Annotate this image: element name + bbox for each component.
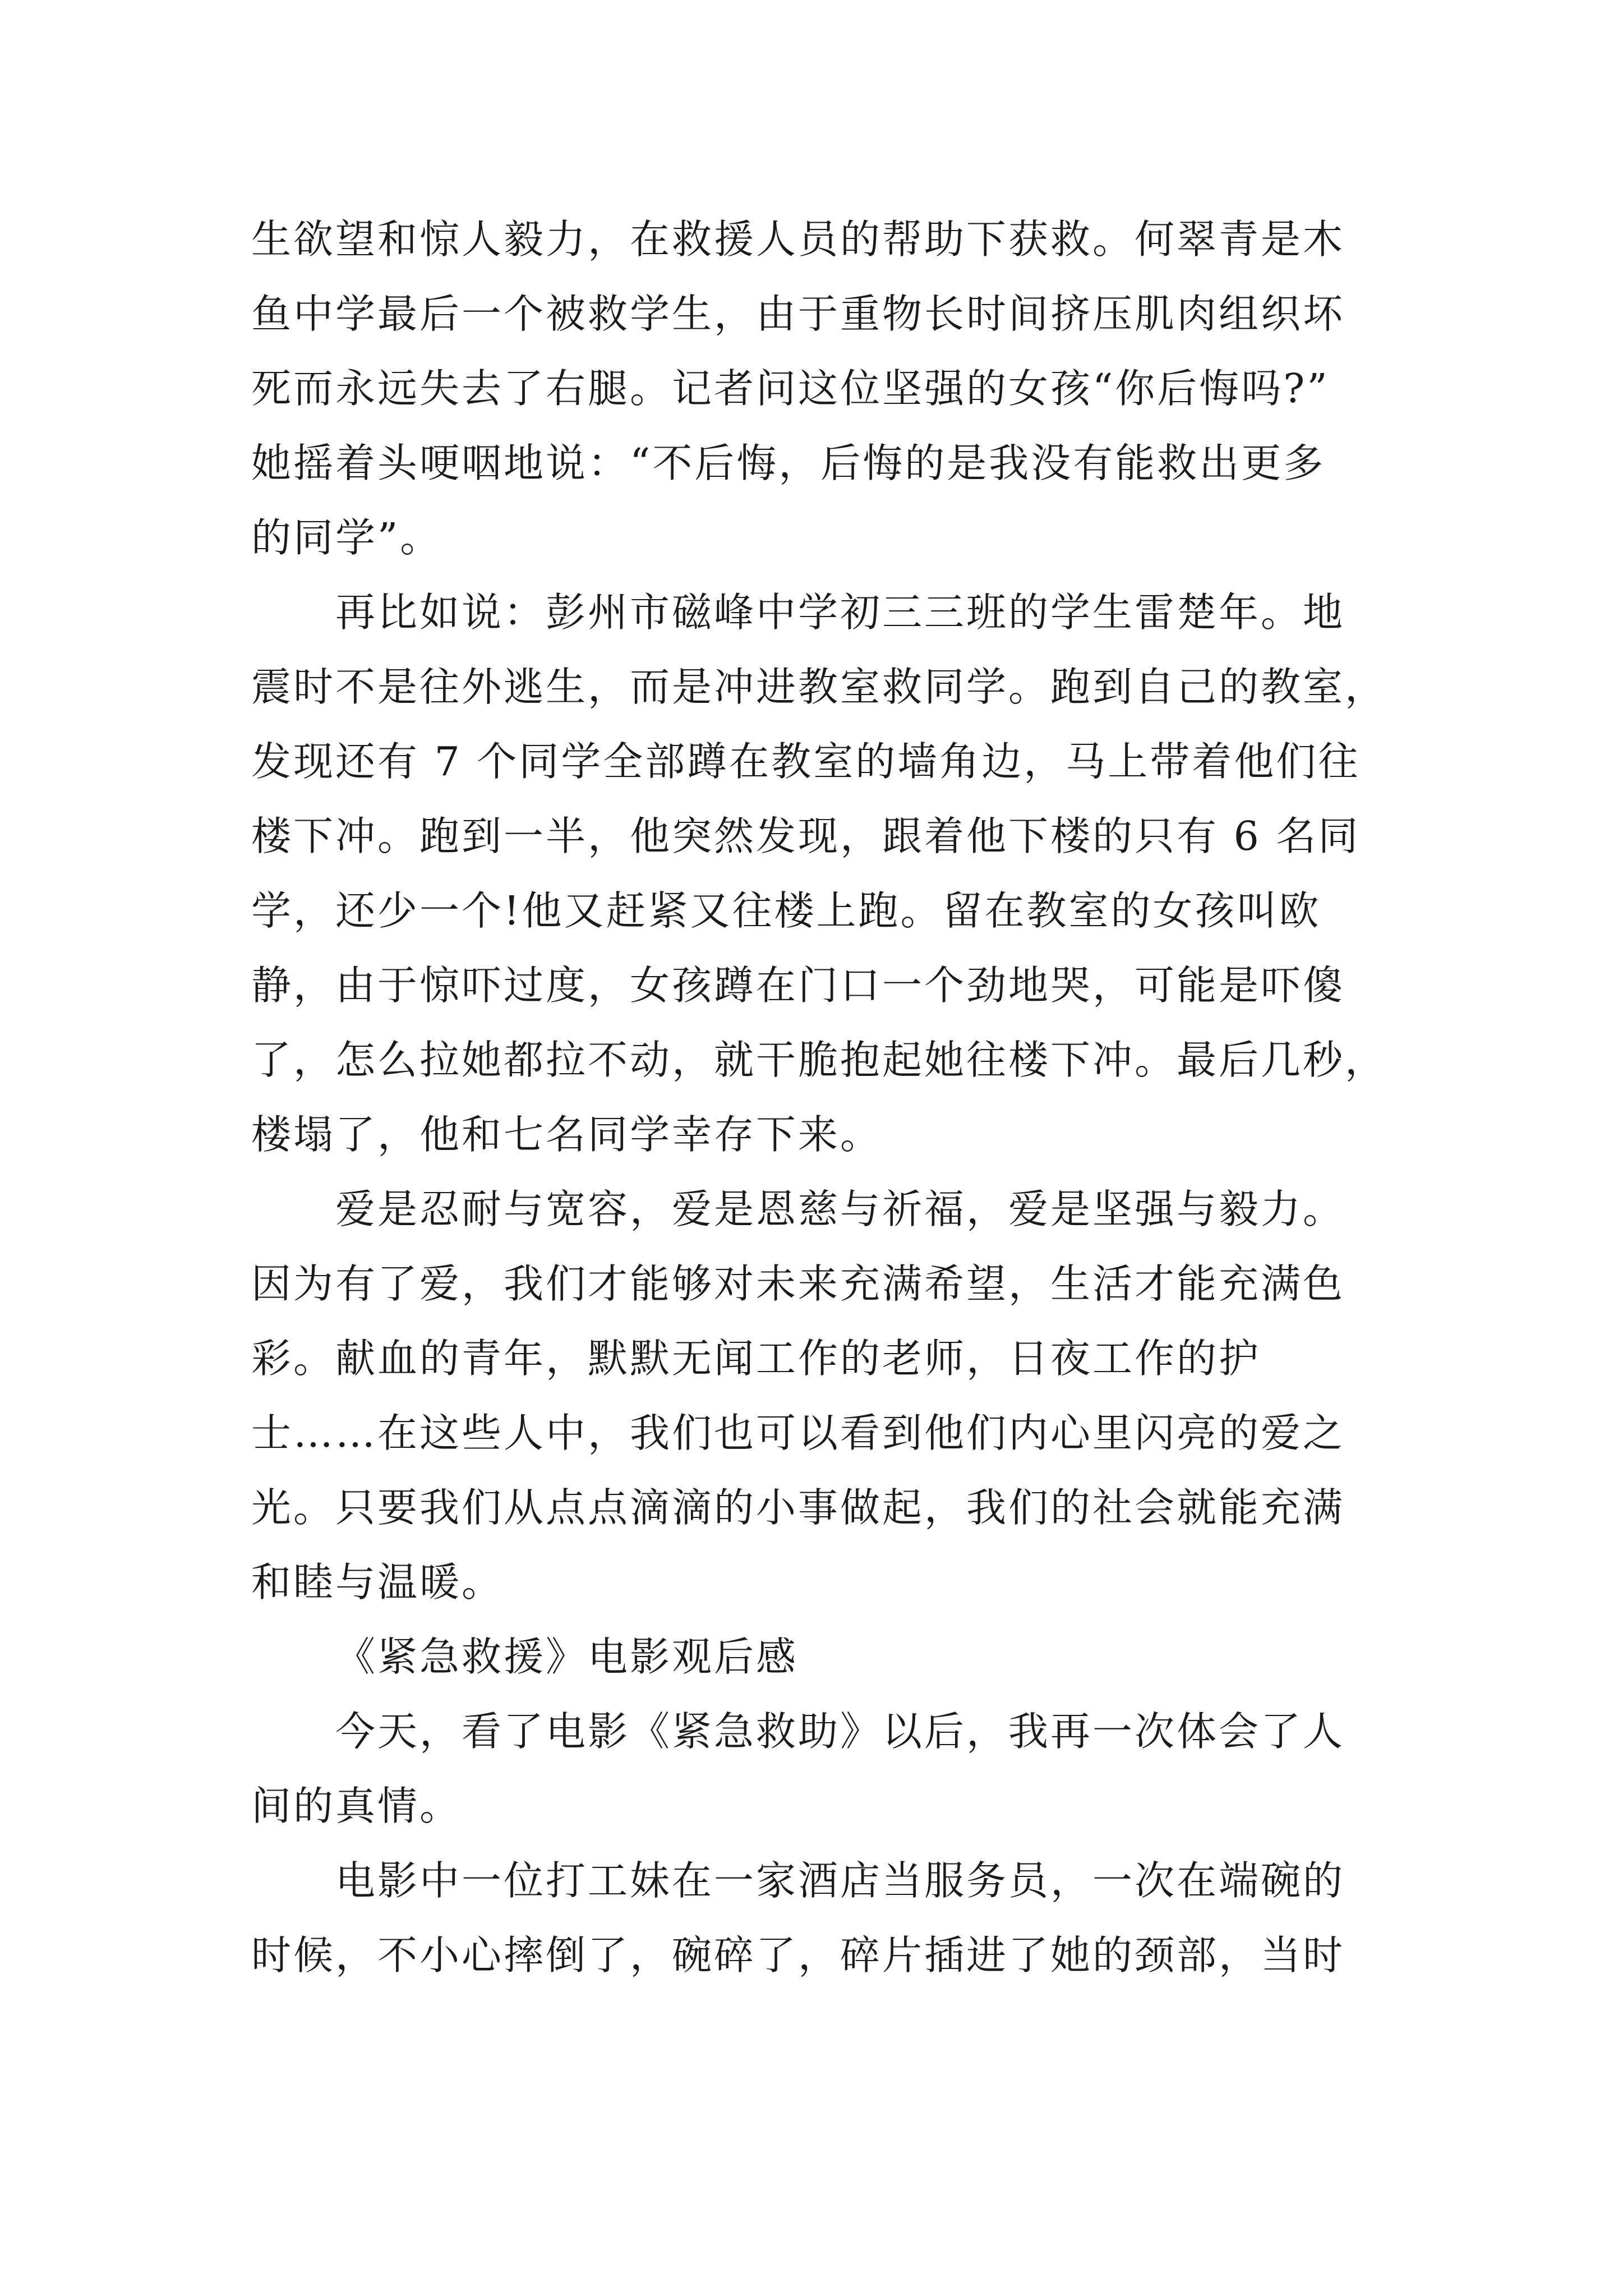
paragraph-first-line: 今天，看了电影《紧急救助》以后，我再一次体会了人 bbox=[335, 1708, 1345, 1755]
text-line: 死而永远失去了右腿。记者问这位坚强的女孩“你后悔吗?” bbox=[251, 365, 1330, 412]
text-line: 的同学”。 bbox=[251, 514, 442, 561]
paragraph-first-line: 电影中一位打工妹在一家酒店当服务员，一次在端碗的 bbox=[335, 1857, 1345, 1904]
text-line: 鱼中学最后一个被救学生，由于重物长时间挤压肌肉组织坏 bbox=[251, 291, 1345, 337]
text-line: 楼下冲。跑到一半，他突然发现，跟着他下楼的只有 6 名同 bbox=[251, 813, 1361, 859]
text-line: 楼塌了，他和七名同学幸存下来。 bbox=[251, 1111, 883, 1158]
paragraph-first-line: 爱是忍耐与宽容，爱是恩慈与祈福，爱是坚强与毅力。 bbox=[335, 1186, 1345, 1232]
text-line: 生欲望和惊人毅力，在救援人员的帮助下获救。何翠青是木 bbox=[251, 216, 1345, 263]
text-line: 光。只要我们从点点滴滴的小事做起，我们的社会就能充满 bbox=[251, 1484, 1345, 1531]
text-line: 震时不是往外逃生，而是冲进教室救同学。跑到自己的教室， bbox=[251, 664, 1387, 710]
text-line: 学，还少一个!他又赶紧又往楼上跑。留在教室的女孩叫欧 bbox=[251, 887, 1321, 934]
text-line: 和睦与温暖。 bbox=[251, 1559, 504, 1605]
text-line: 她摇着头哽咽地说：“不后悔，后悔的是我没有能救出更多 bbox=[251, 440, 1326, 486]
body-text bbox=[251, 202, 1387, 1993]
text-line: 因为有了爱，我们才能够对未来充满希望，生活才能充满色 bbox=[251, 1260, 1345, 1307]
text-line: 间的真情。 bbox=[251, 1783, 462, 1829]
paragraph-first-line: 再比如说：彭州市磁峰中学初三三班的学生雷楚年。地 bbox=[335, 589, 1345, 636]
text-line: 发现还有 7 个同学全部蹲在教室的墙角边，马上带着他们往 bbox=[251, 738, 1361, 785]
text-line: 静，由于惊吓过度，女孩蹲在门口一个劲地哭，可能是吓傻 bbox=[251, 962, 1345, 1009]
text-line: 时候，不小心摔倒了，碗碎了，碎片插进了她的颈部，当时 bbox=[251, 1932, 1345, 1978]
text-line: 了，怎么拉她都拉不动，就干脆抱起她往楼下冲。最后几秒， bbox=[251, 1037, 1387, 1083]
text-line: 彩。献血的青年，默默无闻工作的老师，日夜工作的护 bbox=[251, 1335, 1261, 1382]
section-title: 《紧急救援》电影观后感 bbox=[335, 1634, 799, 1680]
text-line: 士……在这些人中，我们也可以看到他们内心里闪亮的爱之 bbox=[251, 1410, 1345, 1456]
